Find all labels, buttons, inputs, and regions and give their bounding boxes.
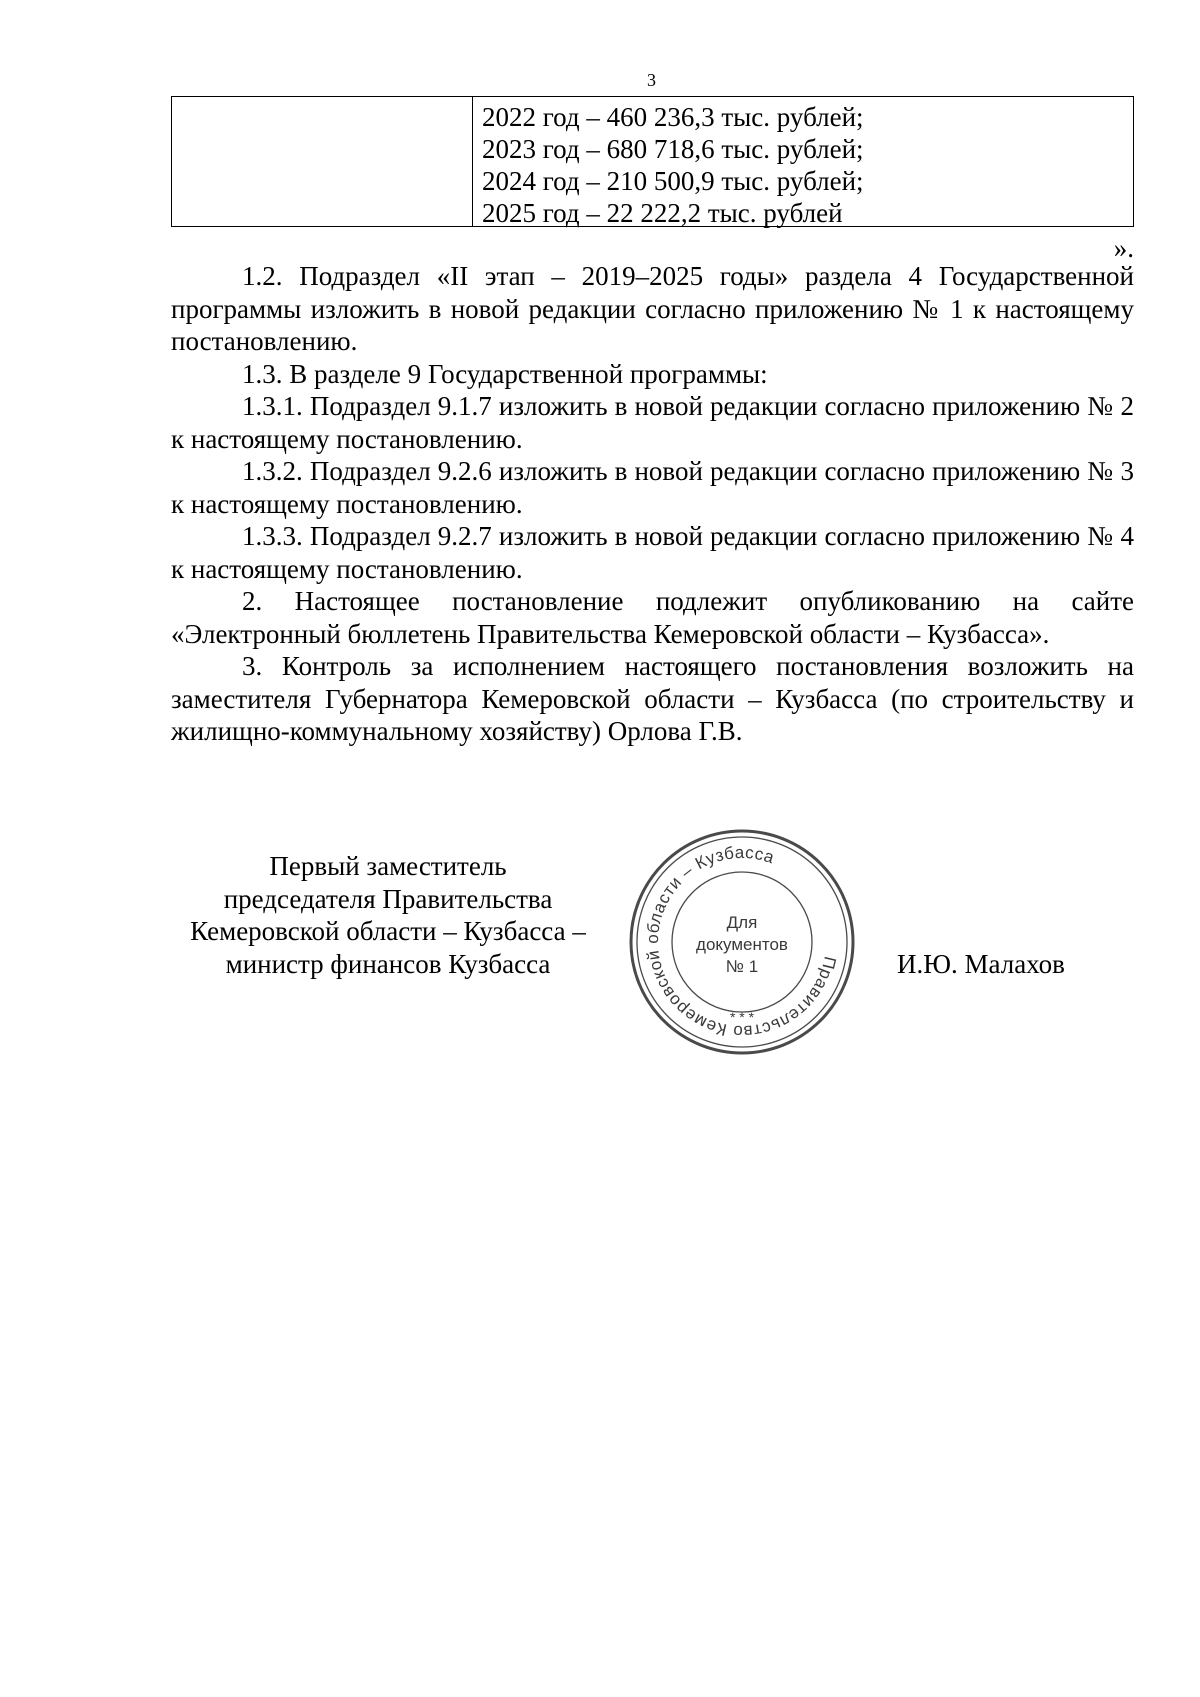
seal-center-line-2: документов: [696, 935, 788, 954]
official-seal: [626, 826, 858, 1058]
closing-quote: ».: [1113, 233, 1134, 263]
signatory-title-line: Первый заместитель: [269, 851, 507, 881]
seal-stars: * * *: [729, 1009, 755, 1025]
paragraph-1-3: 1.3. В разделе 9 Государственной программы:: [242, 358, 768, 389]
paragraph-3: 3. Контроль за исполнением настоящего постановления возложить на заместителя Губернатора Кемеровской области – Кузбасса (по строительству и жилищно-коммунальному хозяйству) Орлова Г.В.: [171, 651, 1134, 746]
funding-line-2025: 2025 год – 22 222,2 тыс. рублей: [482, 198, 843, 228]
signatory-title-line: председателя Правительства: [223, 883, 553, 914]
paragraph-1-3-2: 1.3.2. Подраздел 9.2.6 изложить в новой редакции согласно приложению № 3 к настоящему постановлению.: [171, 456, 1134, 519]
seal-center-line-1: Для: [726, 913, 758, 932]
seal-ring-text: Правительство Кемеровской области – Кузбасса: [642, 842, 840, 1042]
paragraph-1-3-1: 1.3.1. Подраздел 9.1.7 изложить в новой редакции согласно приложению № 2 к настоящему постановлению.: [171, 391, 1134, 454]
signatory-title: [168, 850, 608, 980]
funding-line-2022: 2022 год – 460 236,3 тыс. рублей;: [482, 102, 864, 132]
seal-graphic: [626, 826, 858, 1058]
funding-line-2023: 2023 год – 680 718,6 тыс. рублей;: [482, 134, 864, 164]
paragraph-2: 2. Настоящее постановление подлежит опубликованию на сайте «Электронный бюллетень Правительства Кемеровской области – Кузбасса».: [171, 586, 1134, 649]
funding-table: [171, 96, 1134, 227]
paragraph-1-3-3: 1.3.3. Подраздел 9.2.7 изложить в новой редакции согласно приложению № 4 к настоящему постановлению.: [171, 521, 1134, 584]
funding-table-right-cell: [473, 97, 1133, 226]
funding-table-left-cell: [172, 97, 473, 226]
signatory-name: И.Ю. Малахов: [897, 949, 1065, 979]
paragraph-1-2: 1.2. Подраздел «II этап – 2019–2025 годы» раздела 4 Государственной программы изложить в новой редакции согласно приложению № 1 к настоящему постановлению.: [171, 261, 1134, 356]
signatory-title-line: Кемеровской области – Кузбасса –: [190, 916, 586, 946]
signatory-title-line: министр финансов Кузбасса: [225, 948, 551, 979]
seal-center-line-3: № 1: [725, 957, 759, 976]
funding-line-2024: 2024 год – 210 500,9 тыс. рублей;: [482, 166, 864, 196]
page-number: 3: [647, 70, 656, 90]
document-body: [171, 260, 1134, 748]
